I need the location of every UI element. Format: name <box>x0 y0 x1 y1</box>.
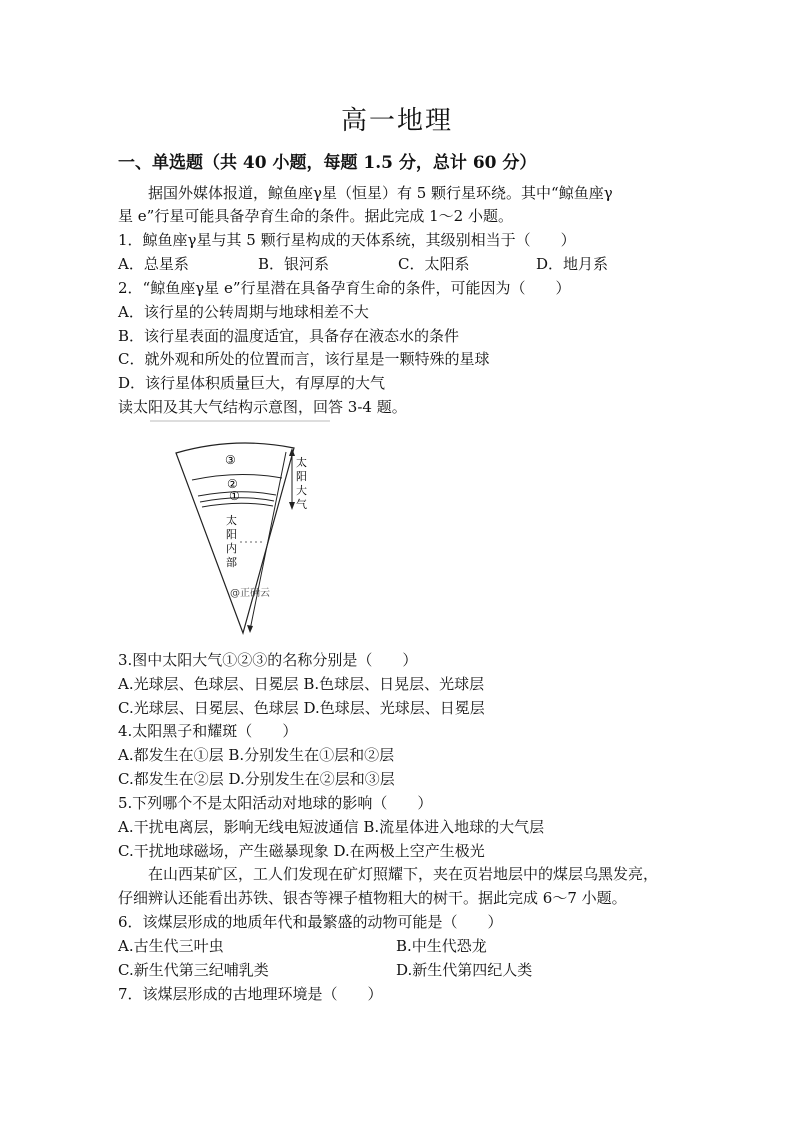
intro-6-7-line-2: 仔细辨认还能看出苏铁、银杏等裸子植物粗大的树干。据此完成 6～7 小题。 <box>118 889 627 907</box>
question-4: 4.太阳黑子和耀斑（ ） <box>118 722 298 740</box>
layer-2-label: ② <box>227 477 238 491</box>
page-title: 高一地理 <box>340 106 453 136</box>
sun-structure-diagram <box>168 418 318 640</box>
question-5-options-cd: C.干扰地球磁场，产生磁暴现象 D.在两极上空产生极光 <box>118 842 485 860</box>
layer-3-label: ③ <box>225 453 236 467</box>
question-6-options-ab <box>118 936 487 956</box>
question-2-option-a: A．该行星的公转周期与地球相差不大 <box>118 303 369 321</box>
question-1: 1．鲸鱼座γ星与其 5 颗行星构成的天体系统，其级别相当于（ ） <box>118 231 576 249</box>
question-7: 7．该煤层形成的古地理环境是（ ） <box>118 985 383 1003</box>
question-3: 3.图中太阳大气①②③的名称分别是（ ） <box>118 651 418 669</box>
passage-line-1: 据国外媒体报道，鲸鱼座γ星（恒星）有 5 颗行星环绕。其中“鲸鱼座γ <box>148 184 613 202</box>
watermark-label: @正确云 <box>230 588 270 599</box>
atmosphere-label-3: 大 <box>296 484 307 497</box>
question-2-option-c: C．就外观和所处的位置而言，该行星是一颗特殊的星球 <box>118 350 490 368</box>
intro-6-7-line-1: 在山西某矿区，工人们发现在矿灯照耀下，夹在页岩地层中的煤层乌黑发亮， <box>148 865 659 883</box>
option-d: D.新生代第四纪人类 <box>396 961 533 979</box>
question-6-options-cd <box>118 960 532 980</box>
option-a: A.古生代三叶虫 <box>118 937 224 955</box>
section-heading: 一、单选题（共 40 小题，每题 1.5 分，总计 60 分） <box>118 153 537 173</box>
interior-label-4: 部 <box>226 556 237 569</box>
question-5: 5.下列哪个不是太阳活动对地球的影响（ ） <box>118 794 433 812</box>
question-3-options-ab: A.光球层、色球层、日冕层 B.色球层、日晃层、光球层 <box>118 675 485 693</box>
question-1-options <box>118 254 608 274</box>
interior-label-1: 太 <box>226 514 237 527</box>
atmosphere-label-1: 太 <box>296 456 307 469</box>
question-2: 2．“鲸鱼座γ星 e”行星潜在具备孕育生命的条件，可能因为（ ） <box>118 279 571 297</box>
option-a: A．总星系 <box>118 255 189 273</box>
option-b: B.中生代恐龙 <box>396 937 487 955</box>
atmosphere-label-4: 气 <box>296 498 307 511</box>
question-2-option-d: D．该行星体积质量巨大，有厚厚的大气 <box>118 374 386 392</box>
question-6: 6．该煤层形成的地质年代和最繁盛的动物可能是（ ） <box>118 913 503 931</box>
option-c: C．太阳系 <box>398 255 470 273</box>
layer-1-label: ① <box>229 489 240 503</box>
question-4-options-cd: C.都发生在②层 D.分别发生在②层和③层 <box>118 770 395 788</box>
passage-line-2: 星 e”行星可能具备孕育生命的条件。据此完成 1～2 小题。 <box>118 207 513 225</box>
option-b: B．银河系 <box>258 255 330 273</box>
question-5-options-ab: A.干扰电离层，影响无线电短波通信 B.流星体进入地球的大气层 <box>118 818 545 836</box>
option-c: C.新生代第三纪哺乳类 <box>118 961 269 979</box>
option-d: D．地月系 <box>536 255 609 273</box>
interior-label-3: 内 <box>226 542 237 555</box>
intro-3-4: 读太阳及其大气结构示意图，回答 3-4 题。 <box>118 398 407 416</box>
question-4-options-ab: A.都发生在①层 B.分别发生在①层和②层 <box>118 746 395 764</box>
question-2-option-b: B．该行星表面的温度适宜，具备存在液态水的条件 <box>118 327 460 345</box>
question-3-options-cd: C.光球层、日冕层、色球层 D.色球层、光球层、日冕层 <box>118 699 485 717</box>
interior-label-2: 阳 <box>226 528 237 541</box>
atmosphere-label-2: 阳 <box>296 470 307 483</box>
